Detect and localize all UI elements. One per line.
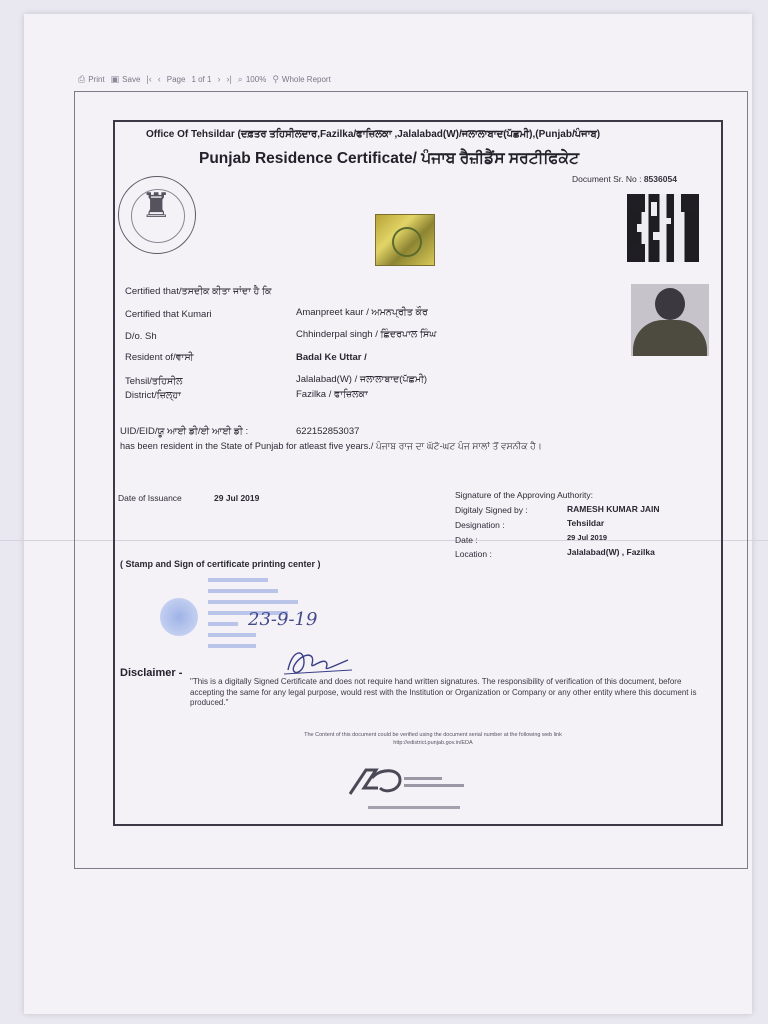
- save-icon: ▣: [110, 73, 120, 84]
- last-page-button[interactable]: [226, 74, 231, 84]
- tehsil-value: Jalalabad(W) / ਜਲਾਲਾਬਾਦ(ਪੱਛਮੀ): [296, 374, 428, 385]
- egov-caption: [404, 776, 464, 787]
- document-serial-value: 8536054: [643, 174, 677, 184]
- page-label: Page: [166, 74, 186, 84]
- emblem-icon: ♜: [141, 187, 172, 225]
- applicant-photo: [631, 284, 709, 356]
- signed-by-label: Digitaly Signed by :: [455, 505, 528, 515]
- signed-by-value: RAMESH KUMAR JAIN: [567, 504, 660, 514]
- verification-link[interactable]: http://edistrict.punjab.gov.in/EDA: [393, 740, 473, 746]
- uid-label: UID/EID/ਯੂ ਆਈ ਡੀ/ਈ ਆਈ ਡੀ :: [120, 426, 249, 437]
- issuance-label: Date of Issuance: [118, 493, 182, 503]
- print-button[interactable]: ⎙ Print: [78, 73, 105, 84]
- handwritten-signature: [282, 640, 354, 682]
- daughter-of-value: Chhinderpal singh / ਛਿੰਦਰਪਾਲ ਸਿੰਘ: [296, 329, 437, 340]
- resident-value: Badal Ke Uttar /: [296, 352, 367, 363]
- stamp-seal: [157, 595, 201, 639]
- report-icon: ⚲: [272, 73, 279, 84]
- whole-report-button[interactable]: ⚲ Whole Report: [272, 73, 331, 84]
- location-value: Jalalabad(W) , Fazilka: [567, 547, 655, 557]
- location-label: Location :: [455, 549, 492, 559]
- next-page-button[interactable]: [217, 74, 220, 84]
- footer-mark: [368, 806, 460, 809]
- prev-page-icon: ‹: [157, 74, 161, 84]
- report-toolbar: [78, 72, 331, 86]
- date-label: Date :: [455, 535, 478, 545]
- document-serial: [572, 174, 677, 184]
- date-value: 29 Jul 2019: [567, 533, 608, 542]
- office-heading: Office Of Tehsildar (ਦਫ਼ਤਰ ਤਹਿਸੀਲਦਾਰ,Fazilka/ਫਾਜ਼ਿਲਕਾ ,Jalalabad(W)/ਜਲਾਲਾਬਾਦ(ਪੱਛਮੀ),(Punjab/ਪੰਜਾਬ): [146, 129, 601, 140]
- certified-intro: Certified that/ਤਸਦੀਕ ਕੀਤਾ ਜਾਂਦਾ ਹੈ ਕਿ: [125, 286, 272, 297]
- verification-note: [233, 731, 633, 747]
- certificate-title: Punjab Residence Certificate/ ਪੰਜਾਬ ਰੈਜ਼ੀਡੈਂਸ ਸਰਟੀਫਿਕੇਟ: [199, 150, 580, 167]
- verification-text: The Content of this document could be verified using the document serial number at the following web link: [304, 732, 562, 738]
- prev-page-button[interactable]: [158, 74, 161, 84]
- district-label: District/ਜ਼ਿਲ੍ਹਾ: [125, 390, 181, 401]
- kumari-label: Certified that Kumari: [125, 309, 212, 320]
- approving-authority-heading: Signature of the Approving Authority:: [455, 490, 593, 500]
- punjab-government-seal: [118, 176, 196, 254]
- designation-value: Tehsildar: [567, 518, 605, 528]
- document-serial-label: Document Sr. No :: [572, 174, 642, 184]
- issuance-date: 29 Jul 2019: [214, 493, 260, 503]
- next-page-icon: ›: [217, 74, 221, 84]
- zoom-icon: ⌕: [237, 73, 243, 84]
- uid-value: 622152853037: [296, 426, 360, 437]
- tehsil-label: Tehsil/ਤਹਿਸੀਲ: [125, 376, 183, 387]
- hologram-sticker: [375, 214, 435, 266]
- qr-code: [627, 194, 699, 262]
- kumari-value: Amanpreet kaur / ਅਮਨਪ੍ਰੀਤ ਕੌਰ: [296, 307, 428, 318]
- stamp-title: ( Stamp and Sign of certificate printing center ): [120, 559, 321, 569]
- first-page-icon: |‹: [146, 74, 152, 84]
- daughter-of-label: D/o. Sh: [125, 331, 157, 342]
- residence-statement: has been resident in the State of Punjab for atleast five years./ ਪੰਜਾਬ ਰਾਜ ਦਾ ਘੱਟੋ-ਘਟ ਪੰਜ ਸਾਲਾਂ ਤੋਂ ਵਸਨੀਕ ਹੈ।: [120, 441, 542, 451]
- print-icon: ⎙: [78, 73, 86, 84]
- egov-logo: [346, 764, 406, 798]
- district-value: Fazilka / ਫਾਜ਼ਿਲਕਾ: [296, 389, 368, 400]
- handwritten-date: 23-9-19: [248, 609, 318, 630]
- disclaimer-heading: Disclaimer -: [120, 667, 183, 679]
- zoom-control[interactable]: ⌕ 100%: [237, 73, 267, 84]
- designation-label: Designation :: [455, 520, 505, 530]
- disclaimer-text: "This is a digitally Signed Certificate and does not require hand written signatures. The responsibility of verification of this document, before accepting the same for any legal purpose, would rest with the Institution or Organization or Company or any other entity where this document is produced.": [190, 677, 697, 707]
- save-button[interactable]: ▣ Save: [110, 73, 141, 84]
- page-count[interactable]: 1 of 1: [191, 74, 212, 84]
- first-page-button[interactable]: [146, 74, 151, 84]
- last-page-icon: ›|: [226, 74, 232, 84]
- resident-label: Resident of/ਵਾਸੀ: [125, 352, 194, 363]
